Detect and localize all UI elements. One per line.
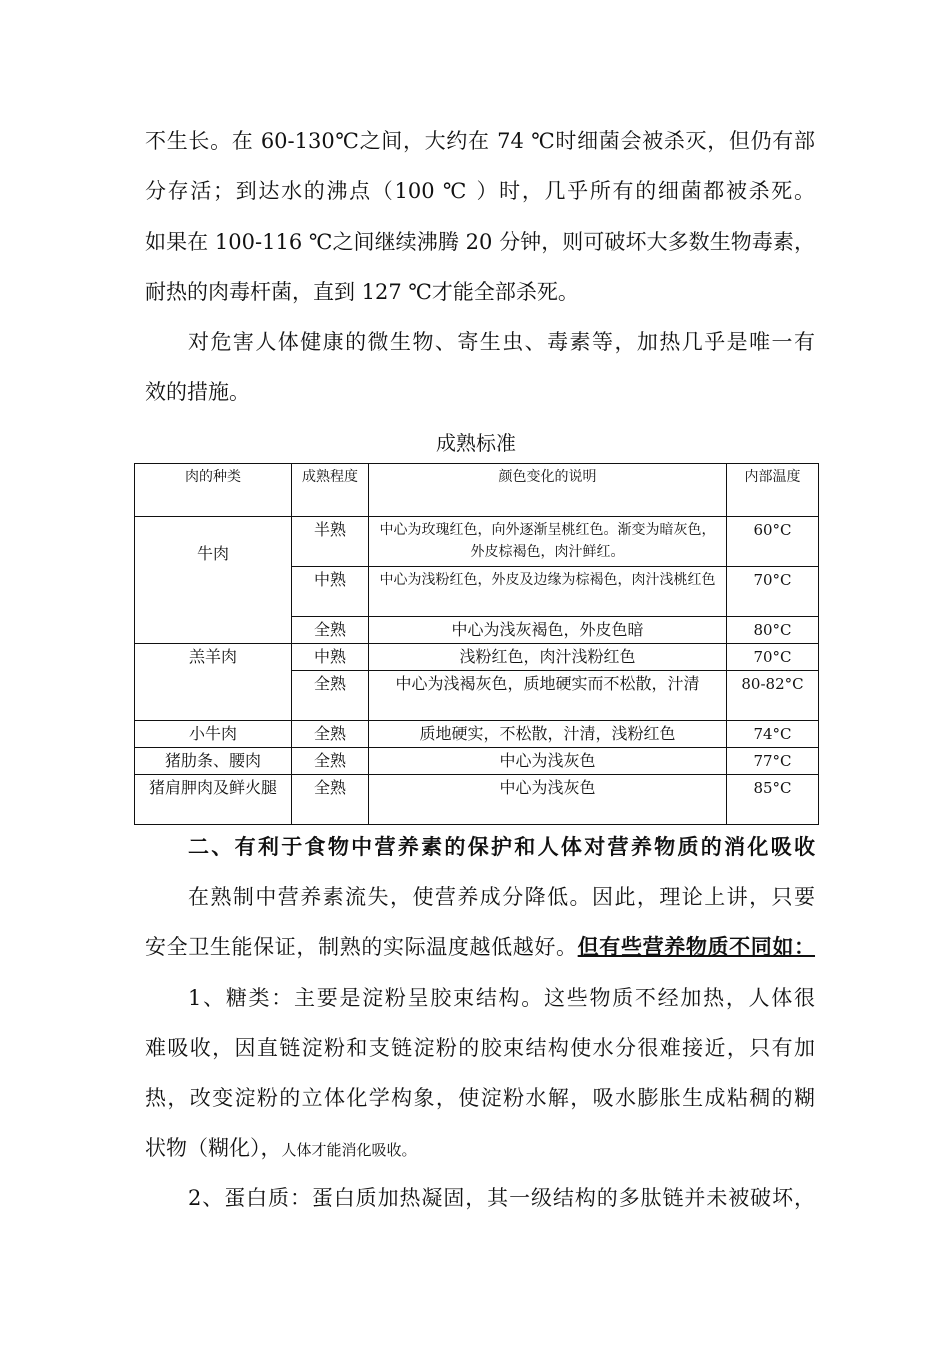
- paragraph-line: 分存活；到达水的沸点（100 ℃ ）时，几乎所有的细菌都被杀死。: [145, 179, 815, 203]
- header-doneness: 成熟程度: [292, 464, 369, 517]
- emphasis-text: 但有些营养物质不同如：: [577, 934, 816, 959]
- cell-color: 中心为玫瑰红色，向外逐渐呈桃红色。渐变为暗灰色，外皮棕褐色，肉汁鲜红。: [369, 517, 727, 567]
- header-temp: 内部温度: [727, 464, 819, 517]
- cell-temp: 85°C: [727, 775, 819, 825]
- cell-temp: 80-82°C: [727, 671, 819, 721]
- cell-temp: 74°C: [727, 721, 819, 748]
- paragraph-line: 2、蛋白质：蛋白质加热凝固，其一级结构的多肽链并未被破坏，: [188, 1186, 815, 1210]
- cell-kind: 猪肋条、腰肉: [135, 748, 292, 775]
- cell-doneness: 中熟: [292, 567, 369, 617]
- cell-doneness: 全熟: [292, 775, 369, 825]
- cell-doneness: 全熟: [292, 617, 369, 644]
- cell-color: 浅粉红色，肉汁浅粉红色: [369, 644, 727, 671]
- cell-temp: 77°C: [727, 748, 819, 775]
- paragraph-line: 1、糖类：主要是淀粉呈胶束结构。这些物质不经加热，人体很: [188, 986, 815, 1010]
- paragraph-text: 状物（糊化），: [145, 1136, 282, 1160]
- table-header-row: [135, 464, 819, 517]
- doneness-table: [134, 463, 819, 825]
- paragraph-line: 热，改变淀粉的立体化学构象，使淀粉水解，吸水膨胀生成粘稠的糊: [145, 1086, 815, 1110]
- cell-kind: 羔羊肉: [135, 644, 292, 721]
- paragraph-text: 安全卫生能保证，制熟的实际温度越低越好。: [145, 935, 578, 959]
- paragraph-line: 效的措施。: [145, 380, 250, 404]
- paragraph-line: 难吸收，因直链淀粉和支链淀粉的胶束结构使水分很难接近，只有加: [145, 1036, 815, 1060]
- cell-color: 质地硬实，不松散，汁清，浅粉红色: [369, 721, 727, 748]
- paragraph-line: 如果在 100-116 ℃之间继续沸腾 20 分钟，则可破坏大多数生物毒素，: [145, 230, 815, 254]
- cell-doneness: 中熟: [292, 644, 369, 671]
- cell-temp: 70°C: [727, 644, 819, 671]
- table-row: [135, 748, 819, 775]
- table-caption: 成熟标准: [436, 431, 516, 455]
- table-row: [135, 517, 819, 567]
- header-color: 颜色变化的说明: [369, 464, 727, 517]
- cell-kind: 猪肩胛肉及鲜火腿: [135, 775, 292, 825]
- table-row: [135, 721, 819, 748]
- table-row: [135, 775, 819, 825]
- header-kind: 肉的种类: [135, 464, 292, 517]
- paragraph-line: 不生长。在 60-130℃之间，大约在 74 ℃时细菌会被杀灭，但仍有部: [145, 129, 815, 153]
- cell-color: 中心为浅灰褐色，外皮色暗: [369, 617, 727, 644]
- paragraph-line: 在熟制中营养素流失，使营养成分降低。因此，理论上讲，只要: [188, 885, 815, 909]
- cell-color: 中心为浅灰色: [369, 748, 727, 775]
- cell-doneness: 半熟: [292, 517, 369, 567]
- cell-temp: 80°C: [727, 617, 819, 644]
- cell-kind: 牛肉: [135, 517, 292, 644]
- cell-doneness: 全熟: [292, 721, 369, 748]
- cell-doneness: 全熟: [292, 748, 369, 775]
- cell-temp: 70°C: [727, 567, 819, 617]
- cell-kind: 小牛肉: [135, 721, 292, 748]
- paragraph-line: 耐热的肉毒杆菌，直到 127 ℃才能全部杀死。: [145, 280, 579, 304]
- table-row: [135, 644, 819, 671]
- paragraph-text-small: 人体才能消化吸收。: [281, 1141, 417, 1159]
- cell-color: 中心为浅粉红色，外皮及边缘为棕褐色，肉汁浅桃红色: [369, 567, 727, 617]
- cell-color: 中心为浅灰色: [369, 775, 727, 825]
- cell-temp: 60°C: [727, 517, 819, 567]
- section-heading: 二、有利于食物中营养素的保护和人体对营养物质的消化吸收: [188, 834, 815, 859]
- paragraph-line: [145, 932, 815, 962]
- paragraph-line: [145, 1133, 815, 1165]
- paragraph-line: 对危害人体健康的微生物、寄生虫、毒素等，加热几乎是唯一有: [188, 330, 815, 354]
- cell-doneness: 全熟: [292, 671, 369, 721]
- cell-color: 中心为浅褐灰色，质地硬实而不松散，汁清: [369, 671, 727, 721]
